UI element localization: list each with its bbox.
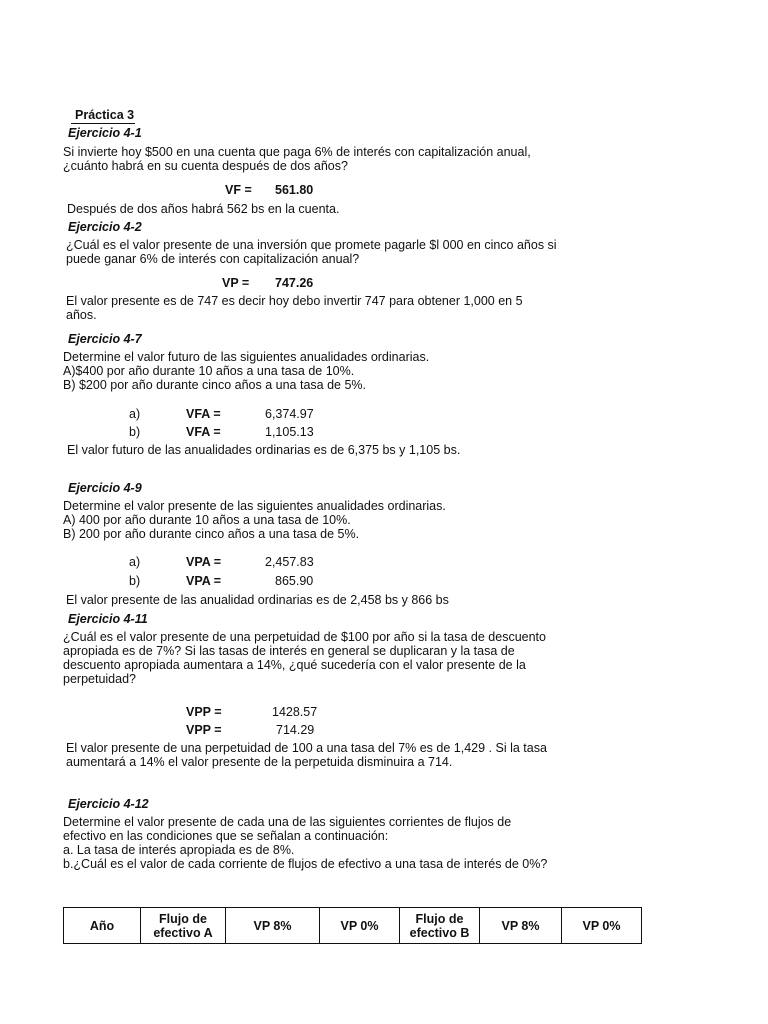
exercise-4-9-row-value: 865.90 — [275, 574, 314, 588]
page-title: Práctica 3 — [75, 108, 135, 122]
exercise-4-7-heading: Ejercicio 4-7 — [68, 332, 142, 346]
exercise-4-1-question-line: Si invierte hoy $500 en una cuenta que paga 6% de interés con capitalización anual, — [63, 145, 531, 159]
exercise-4-12-question-line: Determine el valor presente de cada una de las siguientes corrientes de flujos de — [63, 815, 512, 829]
exercise-4-9-question-line: B) 200 por año durante cinco años a una tasa de 5%. — [63, 527, 360, 541]
exercise-4-7-row-value: 1,105.13 — [265, 425, 314, 439]
table-header-cell: Flujo de efectivo A — [141, 908, 226, 944]
exercise-4-1-heading: Ejercicio 4-1 — [68, 126, 142, 140]
exercise-4-12-question-line: b.¿Cuál es el valor de cada corriente de flujos de efectivo a una tasa de interés de 0%? — [63, 857, 548, 871]
exercise-4-7-row-label: VFA = — [186, 425, 221, 439]
exercise-4-7-question-line: Determine el valor futuro de las siguientes anualidades ordinarias. — [63, 350, 430, 364]
table-header-cell: VP 8% — [480, 908, 562, 944]
exercise-4-11-question-line: apropiada es de 7%? Si las tasas de interés en general se duplicaran y la tasa de — [63, 644, 515, 658]
table-header-row — [64, 908, 642, 944]
exercise-4-7-row-letter: a) — [129, 407, 141, 421]
table-header-cell: Año — [64, 908, 141, 944]
exercise-4-9-row-letter: b) — [129, 574, 141, 588]
exercise-4-1-result-label: VF = — [225, 183, 252, 197]
exercise-4-1-question-line: ¿cuánto habrá en su cuenta después de dos años? — [63, 159, 348, 173]
exercise-4-9-heading: Ejercicio 4-9 — [68, 481, 142, 495]
exercise-4-11-row-label: VPP = — [186, 705, 222, 719]
exercise-4-2-answer-line: años. — [66, 308, 97, 322]
table-header-cell: Flujo de efectivo B — [400, 908, 480, 944]
table-header-cell: VP 8% — [226, 908, 320, 944]
exercise-4-11-answer-line: aumentará a 14% el valor presente de la perpetuida disminuira a 714. — [66, 755, 453, 769]
exercise-4-2-question-line: puede ganar 6% de interés con capitalización anual? — [66, 252, 360, 266]
exercise-4-11-question-line: ¿Cuál es el valor presente de una perpetuidad de $100 por año si la tasa de descuento — [63, 630, 546, 644]
exercise-4-1-result-value: 561.80 — [275, 183, 314, 197]
table-header-cell: VP 0% — [562, 908, 642, 944]
exercise-4-2-result-value: 747.26 — [275, 276, 314, 290]
exercise-4-7-row-value: 6,374.97 — [265, 407, 314, 421]
exercise-4-11-answer-line: El valor presente de una perpetuidad de 100 a una tasa del 7% es de 1,429 . Si la tasa — [66, 741, 547, 755]
exercise-4-7-question-line: B) $200 por año durante cinco años a una tasa de 5%. — [63, 378, 366, 392]
exercise-4-12-question-line: efectivo en las condiciones que se señalan a continuación: — [63, 829, 389, 843]
exercise-4-7-answer: El valor futuro de las anualidades ordinarias es de 6,375 bs y 1,105 bs. — [67, 443, 461, 457]
exercise-4-12-question-line: a. La tasa de interés apropiada es de 8%. — [63, 843, 295, 857]
exercise-4-2-result-label: VP = — [222, 276, 250, 290]
exercise-4-11-heading: Ejercicio 4-11 — [68, 612, 148, 626]
exercise-4-9-question-line: Determine el valor presente de las siguientes anualidades ordinarias. — [63, 499, 446, 513]
exercise-4-7-row-label: VFA = — [186, 407, 221, 421]
table-header-cell: VP 0% — [320, 908, 400, 944]
exercise-4-9-answer: El valor presente de las anualidad ordinarias es de 2,458 bs y 866 bs — [66, 593, 449, 607]
exercise-4-7-row-letter: b) — [129, 425, 141, 439]
exercise-4-2-heading: Ejercicio 4-2 — [68, 220, 142, 234]
exercise-4-12-heading: Ejercicio 4-12 — [68, 797, 149, 811]
title-underline — [71, 123, 135, 124]
exercise-4-7-question-line: A)$400 por año durante 10 años a una tasa de 10%. — [63, 364, 355, 378]
exercise-4-9-question-line: A) 400 por año durante 10 años a una tasa de 10%. — [63, 513, 351, 527]
exercise-4-2-question-line: ¿Cuál es el valor presente de una inversión que promete pagarle $l 000 en cinco años si — [66, 238, 557, 252]
exercise-4-1-answer: Después de dos años habrá 562 bs en la cuenta. — [67, 202, 340, 216]
exercise-4-9-row-label: VPA = — [186, 555, 222, 569]
exercise-4-11-row-value: 714.29 — [276, 723, 315, 737]
exercise-4-11-row-label: VPP = — [186, 723, 222, 737]
exercise-4-9-row-letter: a) — [129, 555, 141, 569]
exercise-4-11-row-value: 1428.57 — [272, 705, 318, 719]
exercise-4-11-question-line: perpetuidad? — [63, 672, 136, 686]
exercise-4-9-row-value: 2,457.83 — [265, 555, 314, 569]
exercise-4-11-question-line: descuento apropiada aumentara a 14%, ¿qué sucedería con el valor presente de la — [63, 658, 526, 672]
exercise-4-9-row-label: VPA = — [186, 574, 222, 588]
exercise-4-2-answer-line: El valor presente es de 747 es decir hoy debo invertir 747 para obtener 1,000 en 5 — [66, 294, 523, 308]
cash-flow-table — [63, 907, 642, 944]
